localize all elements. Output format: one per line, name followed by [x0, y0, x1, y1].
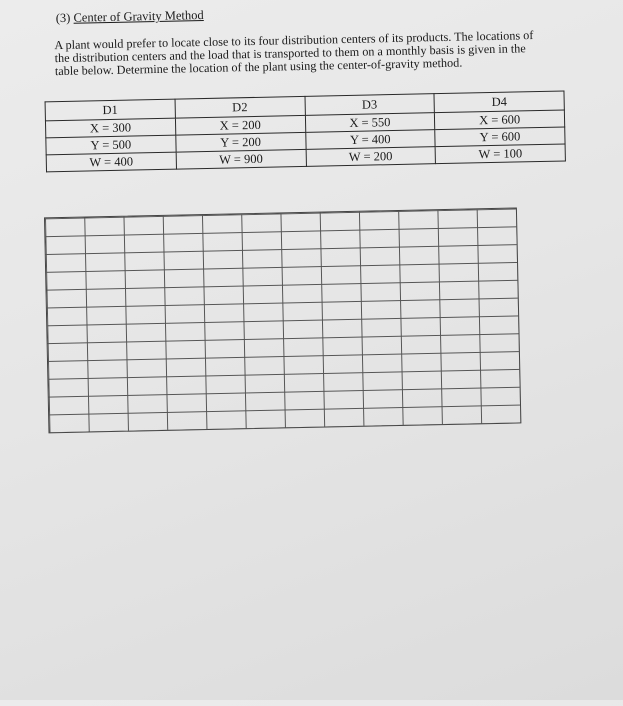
header-d3: D3 [305, 94, 435, 116]
blank-answer-grid [44, 207, 521, 433]
header-d4: D4 [434, 91, 564, 113]
cell-d1-x: X = 300 [45, 118, 175, 138]
header-d1: D1 [45, 99, 175, 121]
distribution-centers-table [45, 90, 566, 172]
cell-d2-w: W = 900 [176, 149, 306, 169]
cell-d1-w: W = 400 [46, 152, 176, 172]
cell-d2-x: X = 200 [175, 115, 305, 135]
cell-d3-y: Y = 400 [305, 130, 435, 150]
problem-heading [56, 8, 204, 26]
header-d2: D2 [175, 96, 305, 118]
cell-d3-w: W = 200 [306, 147, 436, 167]
cell-d4-w: W = 100 [435, 144, 565, 164]
cell-d3-x: X = 550 [305, 113, 435, 133]
problem-title: Center of Gravity Method [73, 7, 204, 25]
cell-d1-y: Y = 500 [46, 135, 176, 155]
cell-d4-y: Y = 600 [435, 127, 565, 147]
cell-d2-y: Y = 200 [176, 132, 306, 152]
problem-text: A plant would prefer to locate close to its four distribution centers of its products. The locations of the distribution centers and the load that is transported to them on a monthly basis is given in the table below. Determine the location of the plant using the center-of-gravity method. [54, 28, 534, 79]
cell-d4-x: X = 600 [435, 110, 565, 130]
problem-number: (3) [55, 10, 71, 26]
